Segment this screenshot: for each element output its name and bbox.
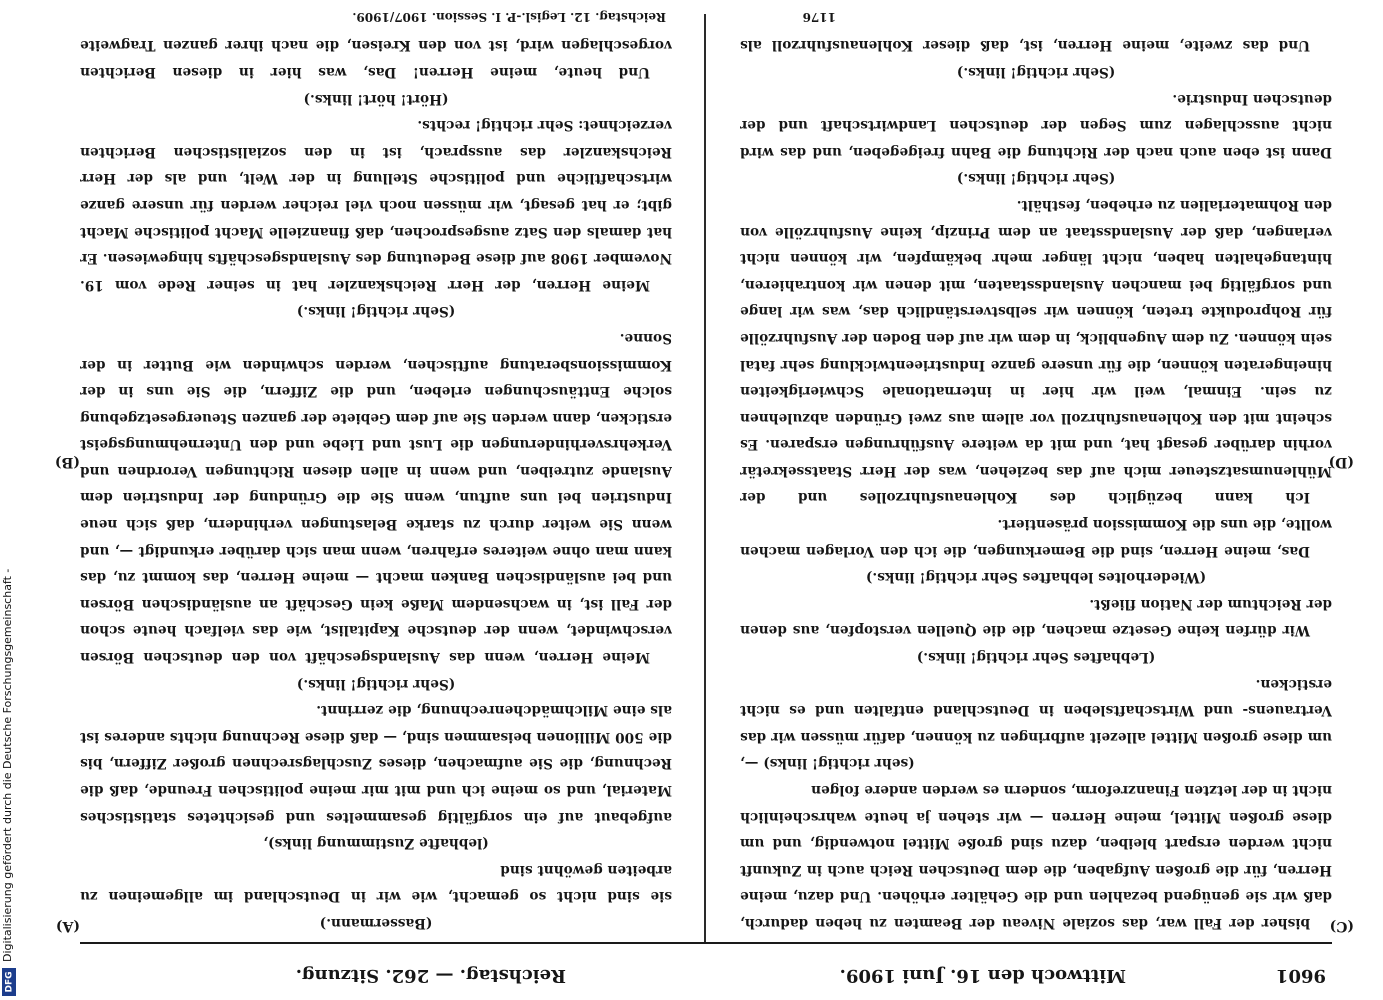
paragraph: Und heute, meine Herren! Das, was hier in diesen Berichten vorgeschlagen wird, ist von den Kreisen, die nach ihrer ganzen Tragweite: [80, 37, 672, 80]
paragraph: Ich kann bezüglich des Kohlenausfuhrzolles und der Mühlenumsatzsteuer mich auf das beziehen, was der Herr Staatssekretär vorhin darüber gesagt hat, und mit da weitere Ausführungen ersparen. Es scheint mit den Kohlenausfuhrzoll vor allem aus zwei Gründen abzulehnen zu sein. Einmal, weil wir hier in internationale Schwierigkeiten hineingeraten können, die für unsere ganze Industrieentwicklung sehr fatal sein können. Zu dem Augenblick, in dem wir auf den Boden der Ausfuhrzölle für Rohprodukte treten, können wir selbstverständlich das, was wir lange und sorgfältig bei manchen Auslandsstaaten, mit denen wir kontrahieren, hintangehalten haben, nicht länger mehr bekämpfen, wir können nicht verlangen, daß der Auslandsstaat an dem Prinzip, keine Ausfuhrzölle von den Rohmaterialien zu erheben, festhält.: [740, 196, 1332, 506]
margin-marker-b: (B): [54, 454, 80, 470]
paragraph: sie sind nicht so gemacht, wie wir in Deutschland im allgemeinen zu arbeiten gewöhnt sind: [80, 861, 672, 905]
page-header: [86, 950, 1326, 992]
paragraph: Meine Herren, der Herr Reichskanzler hat in seiner Rede vom 19. November 1908 auf diese Bedeutung des Auslandsgeschäfts hingewiesen. Er hat damals den Satz ausgesprochen, daß finanzielle Macht politische Macht gibt; er hat gesagt, wir müssen noch viel reicher werden für unsere ganze wirtschaftliche und politische Stellung in der Welt, und als der Herr Reichskanzler das aussprach, ist in den sozialistischen Berichten verzeichnet: Sehr richtig! rechts.: [80, 117, 672, 293]
paragraph: Und das zweite, meine Herren, ist, daß dieser Kohlenausfuhrzoll als: [740, 37, 1310, 54]
paragraph: Wir dürfen keine Gesetze machen, die die Quellen verstopfen, aus denen der Reichtum der Nation fließt.: [740, 595, 1332, 639]
column-divider: [704, 14, 706, 942]
print-reference: Reichstag. 12. Legisl.-P. I. Session. 1907/1909.: [352, 10, 666, 24]
paragraph: bisher der Fall war, das soziale Niveau der Beamten zu heben dadurch, daß wir sie genügend bezahlen und die Gehälter erhöhen. Und dazu, meine Herren, für die großen Aufgaben, die dem Deutschen Reich auch in Zukunft nicht werden erspart bleiben, dazu sind große Mittel notwendig, und um diese großen Mittel, meine Herren — wir stehen ja heute wahrscheinlich nicht in der letzten Finanzreform, sondern es werden andere folgen: [740, 782, 1332, 931]
paragraph: aufgebaut auf ein sorgfältig gesammeltes und gesichtetes statistisches Material, und so meine ich und mit mir meine politischen Freunde, daß die Rechnung, die Sie aufmachen, dieses Zuschlagsrechnen großer Ziffern, bis die 500 Millionen beisammen sind, — daß diese Rechnung nichts anderes ist als eine Milchmädchenrechnung, die zerrinnt.: [80, 702, 672, 825]
interjection: (sehr richtig! links) —,: [740, 755, 915, 772]
page-date-title: Mittwoch den 16. Juni 1909.: [839, 965, 1126, 986]
paragraph: Dann ist eben auch nach der Richtung die Bahn freigegeben, und das wird nicht ausschlagen zum Segen der deutschen Landwirtschaft und der deutschen Industrie.: [740, 90, 1332, 160]
margin-marker-a: (A): [55, 918, 80, 934]
digitization-strip: [0, 0, 16, 1000]
text-column-left: [80, 36, 672, 936]
interjection: (Wiederholtes lebhaftes Sehr richtig! links.): [865, 569, 1207, 586]
margin-marker-d: (D): [1328, 454, 1354, 470]
dfg-logo: [2, 968, 16, 996]
dfg-logo-text: DFG: [4, 971, 15, 993]
page-number: 9601: [1275, 965, 1326, 986]
interjection: (Lebhaftes Sehr richtig! links.): [916, 649, 1156, 666]
scanned-page: [56, 0, 1356, 1000]
digitization-note-text: Digitalisierung gefördert durch die Deutsche Forschungsgemeinschaft -: [1, 568, 14, 962]
interjection: (Sehr richtig! links.): [296, 303, 456, 320]
interjection: (Hört! hört! links.): [303, 90, 449, 107]
paragraph: Meine Herren, wenn das Auslandsgeschäft von den deutschen Börsen verschwindet, wenn der deutsche Kapitalist, wie das vielfach heute schon der Fall ist, in wachsendem Maße kein Geschäft an ausländischen Börsen und bei ausländischen Banken macht — meine Herren, das kommt zu, das kann man ohne weiteres erfahren, wenn man sich darüber erkundigt —, und wenn Sie weiter durch zu starke Belastungen verhindern, daß sich neue Industrien bei uns auftun, wenn Sie die Gründung der Industrien dem Auslande zutreiben, und wenn in allen diesen Richtungen Verordnen und Verkehrsverhinderungen die Lust und Liebe und den Unternehmungsgeist ersticken, dann werden Sie auf dem Gebiete der ganzen Steuergesetzgebung solche Enttäuschungen erleben, und die Ziffern, die Sie uns in der Kommissionsberatung auftischen, werden schwinden wie Butter in der Sonne.: [80, 329, 672, 666]
interjection: (Sehr richtig! links.): [296, 675, 456, 692]
paragraph: Das, meine Herren, sind die Bemerkungen, die ich den Vorlagen machen wollte, die uns die Kommission präsentiert.: [740, 516, 1332, 559]
paragraph: um diese großen Mittel allezeit aufbringen zu können, dafür müssen wir das Vertrauens- und Wirtschaftsleben in Deutschland entfalten und es nicht ersticken.: [740, 675, 1332, 745]
interjection: (Sehr richtig! links.): [956, 170, 1116, 187]
sheet-number: 1176: [802, 10, 836, 24]
text-column-right: [740, 36, 1332, 936]
speaker-name: (Bassermann.): [319, 915, 433, 931]
page-session-title: Reichstag. — 262. Sitzung.: [295, 965, 566, 986]
header-rule: [80, 942, 1332, 944]
margin-marker-c: (C): [1329, 918, 1354, 934]
interjection: (Sehr richtig! links.): [956, 64, 1116, 80]
interjection: (lebhafte Zustimmung links),: [263, 835, 489, 852]
